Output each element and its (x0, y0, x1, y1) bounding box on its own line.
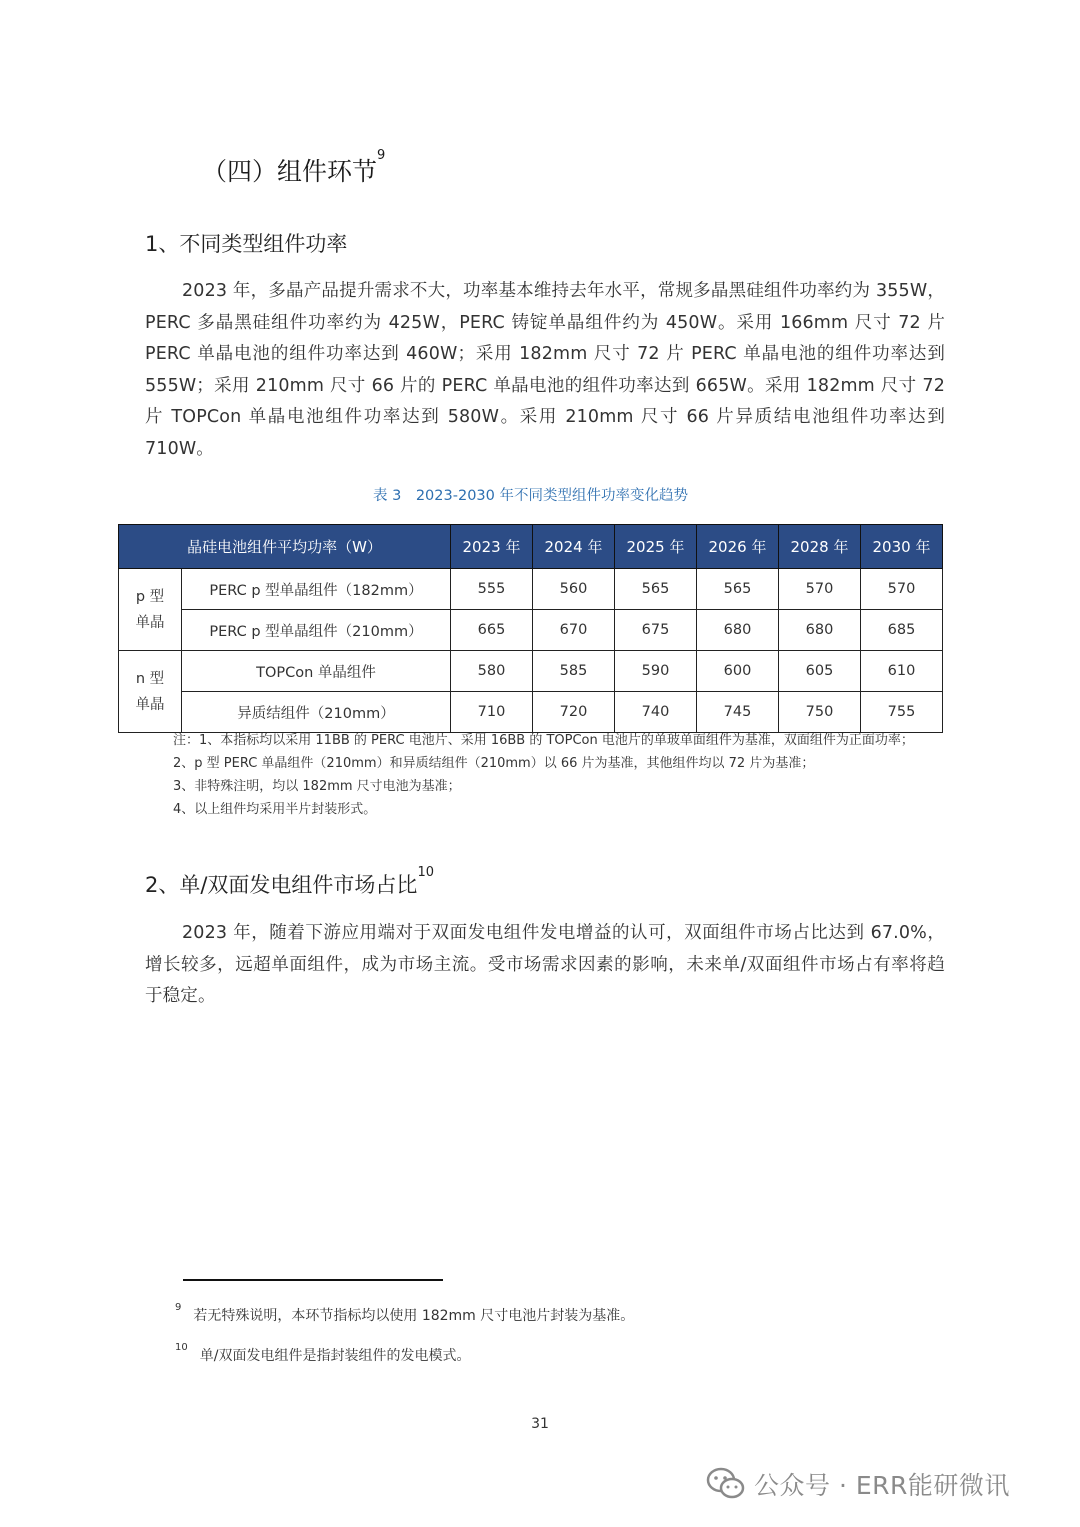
cell-value: 570 (861, 569, 943, 610)
cell-value: 560 (533, 569, 615, 610)
year-header: 2026 年 (697, 525, 779, 569)
cell-value: 585 (533, 651, 615, 692)
cell-value: 750 (779, 692, 861, 733)
cell-value: 680 (779, 610, 861, 651)
row-name: TOPCon 单晶组件 (182, 651, 451, 692)
cell-value: 740 (615, 692, 697, 733)
footnote-ref-9[interactable]: 9 (377, 148, 386, 163)
footnote-ref-10[interactable]: 10 (417, 865, 434, 880)
cell-value: 755 (861, 692, 943, 733)
year-header: 2023 年 (451, 525, 533, 569)
cell-value: 670 (533, 610, 615, 651)
cell-value: 600 (697, 651, 779, 692)
footnote-10: $^{10}$单/双面发电组件是指封装组件的发电模式。 (175, 1342, 471, 1364)
table-row (119, 610, 943, 651)
table-row (119, 569, 943, 610)
footnote-9: $^9$若无特殊说明，本环节指标均以使用 182mm 尺寸电池片封装为基准。 (175, 1302, 635, 1324)
cell-value: 570 (779, 569, 861, 610)
table-note: 4、以上组件均采用半片封装形式。 (173, 802, 377, 817)
watermark-text: 公众号 · ERR能研微讯 (754, 1471, 1010, 1500)
year-header: 2025 年 (615, 525, 697, 569)
cell-value: 605 (779, 651, 861, 692)
cell-value: 680 (697, 610, 779, 651)
wechat-icon (706, 1467, 746, 1501)
cell-value: 675 (615, 610, 697, 651)
paragraph-bifacial-share: 2023 年，随着下游应用端对于双面发电组件发电增益的认可，双面组件市场占比达到 67.0%，增长较多，远超单面组件，成为市场主流。受市场需求因素的影响，未来单/双面组件市场占有率将趋于稳定。 (145, 923, 945, 1006)
year-header: 2028 年 (779, 525, 861, 569)
header-label: 晶硅电池组件平均功率（W） (119, 525, 451, 569)
power-trend-table (118, 524, 943, 733)
group-label-p-type: p 型 单晶 (119, 569, 182, 651)
footnote-divider (183, 1279, 443, 1281)
subheading-component-power: 1、不同类型组件功率 (145, 232, 348, 256)
table-row (119, 692, 943, 733)
page-number: 31 (531, 1416, 549, 1432)
cell-value: 720 (533, 692, 615, 733)
row-name: PERC p 型单晶组件（210mm） (182, 610, 451, 651)
cell-value: 580 (451, 651, 533, 692)
cell-value: 555 (451, 569, 533, 610)
cell-value: 710 (451, 692, 533, 733)
table-notes (145, 729, 945, 821)
table-header-row (119, 525, 943, 569)
table-note: 3、非特殊注明，均以 182mm 尺寸电池为基准； (173, 779, 461, 794)
row-name: 异质结组件（210mm） (182, 692, 451, 733)
year-header: 2030 年 (861, 525, 943, 569)
cell-value: 610 (861, 651, 943, 692)
cell-value: 685 (861, 610, 943, 651)
watermark (706, 1466, 1010, 1502)
cell-value: 665 (451, 610, 533, 651)
table-note: 2、p 型 PERC 单晶组件（210mm）和异质结组件（210mm）以 66 片为基准，其他组件均以 72 片为基准； (173, 756, 815, 771)
cell-value: 745 (697, 692, 779, 733)
cell-value: 565 (615, 569, 697, 610)
year-header: 2024 年 (533, 525, 615, 569)
paragraph-component-power: 2023 年，多晶产品提升需求不大，功率基本维持去年水平，常规多晶黑硅组件功率约为 355W，PERC 多晶黑硅组件功率约为 425W，PERC 铸锭单晶组件约为 450W。采用 166mm 尺寸 72 片 PERC 单晶电池的组件功率达到 460W；采用 182mm 尺寸 72 片 PERC 单晶电池的组件功率达到 555W；采用 210mm 尺寸 66 片的 PERC 单晶电池的组件功率达到 665W。采用 182mm 尺寸 72 片 TOPCon 单晶电池组件功率达到 580W。采用 210mm 尺寸 66 片异质结电池组件功率达到 710W。 (145, 281, 945, 459)
table-row (119, 651, 943, 692)
cell-value: 590 (615, 651, 697, 692)
table-caption: 表 3 2023-2030 年不同类型组件功率变化趋势 (373, 488, 688, 504)
row-name: PERC p 型单晶组件（182mm） (182, 569, 451, 610)
group-label-n-type: n 型 单晶 (119, 651, 182, 733)
section-heading: （四）组件环节$^9$ (202, 148, 386, 186)
cell-value: 565 (697, 569, 779, 610)
subheading-bifacial-share: 2、单/双面发电组件市场占比$^{10}$ (145, 865, 434, 897)
table-note: 注：1、本指标均以采用 11BB 的 PERC 电池片、采用 16BB 的 TOPCon 电池片的单玻单面组件为基准，双面组件为正面功率； (173, 733, 914, 748)
